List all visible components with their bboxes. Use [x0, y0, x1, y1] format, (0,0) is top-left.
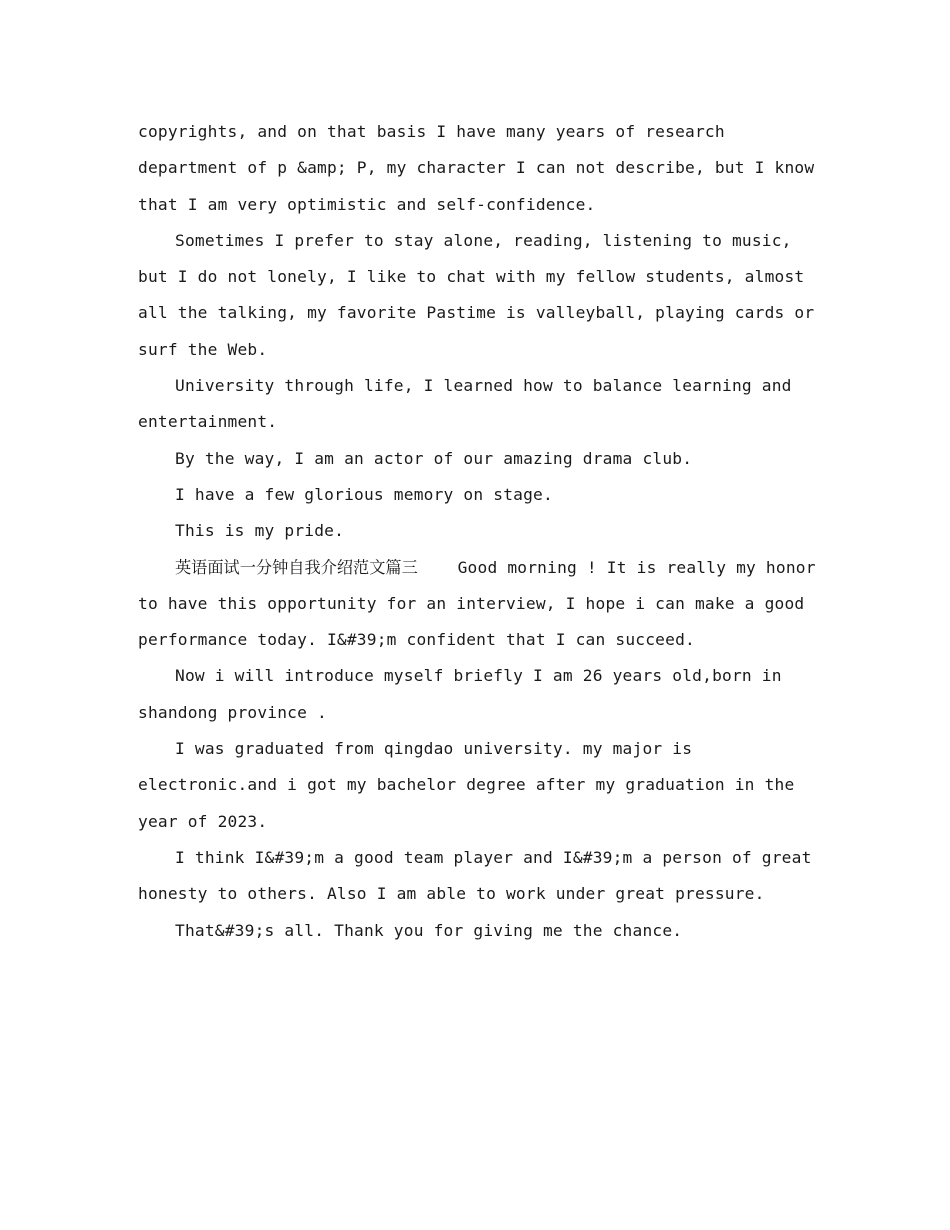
paragraph-7-text: Good morning ! It is really my honor to have this opportunity for an interview, I hope i can make a good performance today. I&#39;m confident that I can succeed. [138, 557, 816, 650]
paragraph-1: copyrights, and on that basis I have many years of research department of p &amp; P, my character I can not describe, but I know that I am very optimistic and self-confidence. [138, 122, 815, 214]
paragraph-10: I think I&#39;m a good team player and I&#39;m a person of great honesty to others. Also I am able to work under great pressure. [138, 847, 812, 904]
paragraph-8: Now i will introduce myself briefly I am 26 years old,born in shandong province . [138, 666, 782, 722]
paragraph-2: Sometimes I prefer to stay alone, reading, listening to music, but I do not lonely, I like to chat with my fellow students, almost all the talking, my favorite Pastime is valleyball, playing cards or surf the Web. [138, 230, 815, 359]
paragraph-4: By the way, I am an actor of our amazing drama club. [175, 448, 693, 468]
paragraph-3: University through life, I learned how to balance learning and entertainment. [138, 376, 792, 432]
paragraph-6: This is my pride. [175, 521, 345, 541]
paragraph-5: I have a few glorious memory on stage. [175, 484, 553, 504]
paragraph-9: I was graduated from qingdao university. my major is electronic.and i got my bachelor degree after my graduation in the year of 2023. [138, 739, 795, 831]
paragraph-7 [138, 550, 818, 659]
paragraph-11: That&#39;s all. Thank you for giving me the chance. [175, 920, 683, 940]
section-heading: 英语面试一分钟自我介绍范文篇三 [175, 557, 418, 577]
document-page [138, 114, 818, 949]
